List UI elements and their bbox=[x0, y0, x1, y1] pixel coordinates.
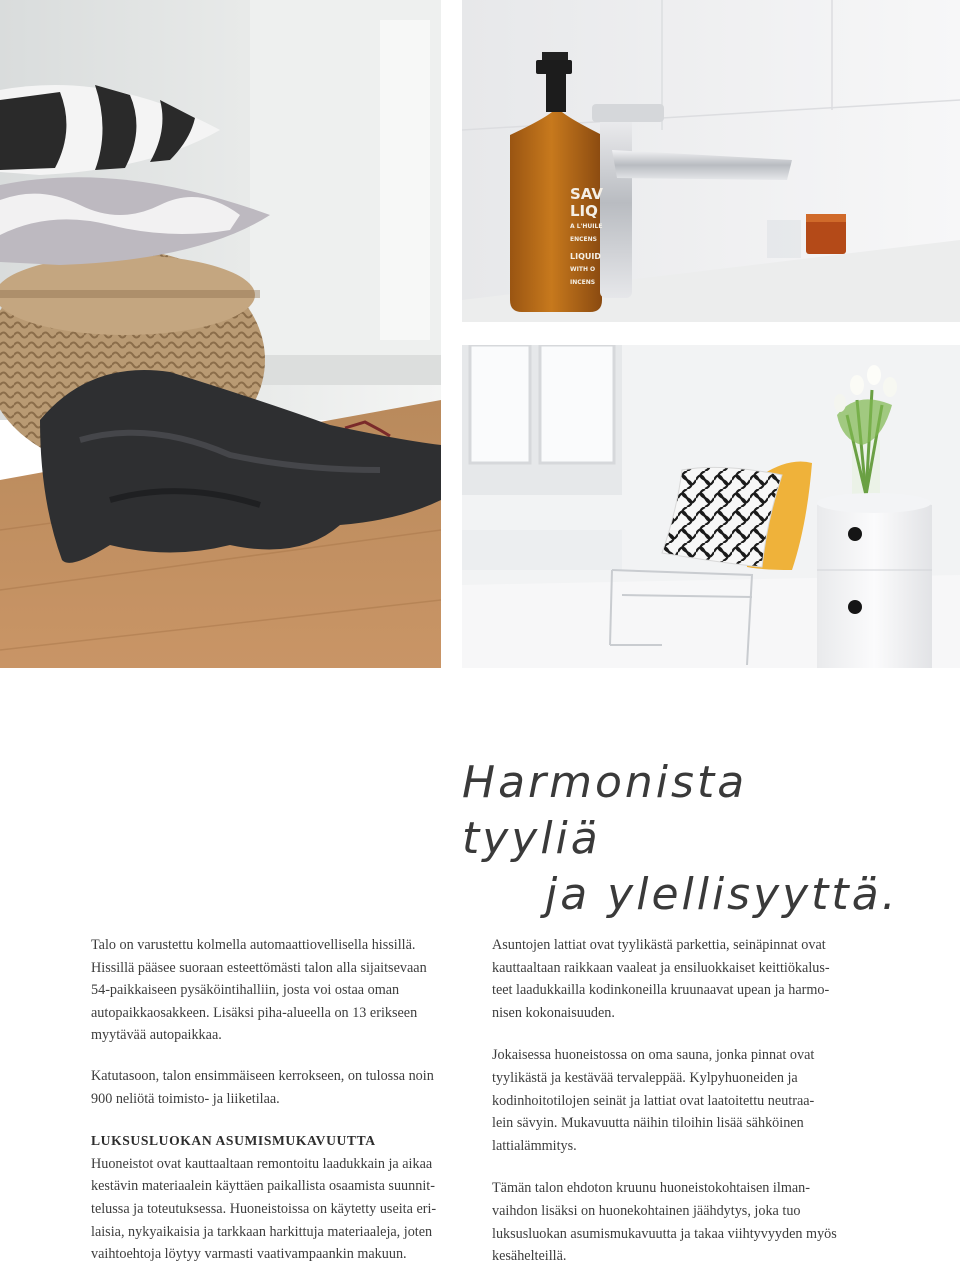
text-line: nisen kokonaisuuden. bbox=[492, 1004, 615, 1021]
paragraph-sauna bbox=[492, 1044, 872, 1157]
headline-line-2: ja ylellisyyttä. bbox=[545, 869, 899, 920]
soap-label-line: WITH O bbox=[570, 266, 596, 273]
text-line: Asuntojen lattiat ovat tyylikästä parkettia, seinäpinnat ovat bbox=[492, 937, 826, 953]
paragraph-ventilation bbox=[492, 1177, 872, 1267]
text-line: kestävin materiaalein käyttäen paikallista osaamista suunnit- bbox=[91, 1178, 435, 1195]
soap-label-line: A L'HUILE bbox=[570, 223, 603, 230]
text-line: lein sävyin. Mukavuutta näihin tiloihin lisää sähköinen bbox=[492, 1115, 804, 1132]
text-line: kauttaaltaan raikkaan vaaleat ja ensiluokkaiset keittiökalus- bbox=[492, 959, 830, 976]
headline-line-1: Harmonista tyyliä bbox=[462, 757, 748, 864]
section-subheading: LUKSUSLUOKAN ASUMISMUKAVUUTTA bbox=[91, 1133, 376, 1149]
text-line: Tämän talon ehdoton kruunu huoneistokohtaisen ilman- bbox=[492, 1180, 810, 1197]
text-line: 900 neliötä toimisto- ja liiketilaa. bbox=[91, 1090, 280, 1107]
text-line: Hissillä pääsee suoraan esteettömästi talon alla sijaitsevaan bbox=[91, 959, 427, 976]
paragraph-elevators bbox=[91, 934, 471, 1047]
text-column-left bbox=[91, 934, 471, 1266]
text-line: Talo on varustettu kolmella automaattiovellisella hissillä. bbox=[91, 937, 416, 953]
paragraph-street-level bbox=[91, 1065, 471, 1110]
paragraph-floors-kitchen bbox=[492, 934, 872, 1024]
soap-label-line: ENCENS bbox=[570, 236, 597, 243]
photo-chair-cushions-tulips bbox=[462, 345, 960, 668]
text-line: autopaikkaosakkeen. Lisäksi piha-alueella on 13 erikseen bbox=[91, 1004, 418, 1021]
soap-bottle-label bbox=[570, 186, 620, 289]
text-line: myytävää autopaikkaa. bbox=[91, 1027, 222, 1044]
paragraph-apartments bbox=[91, 1153, 471, 1266]
text-line: Huoneistot ovat kauttaaltaan remontoitu laadukkain ja aikaa bbox=[91, 1155, 433, 1172]
text-line: lattialämmitys. bbox=[492, 1137, 577, 1154]
text-line: kodinhoitotilojen seinät ja lattiat ovat laatoitettu neutraa- bbox=[492, 1092, 815, 1109]
soap-label-line: LIQ bbox=[570, 202, 598, 220]
text-column-right bbox=[492, 934, 872, 1268]
text-line: 54-paikkaiseen pysäköintihalliin, josta voi ostaa oman bbox=[91, 982, 400, 999]
text-line: kesähelteillä. bbox=[492, 1248, 567, 1265]
soap-label-line: SAV bbox=[570, 185, 604, 203]
text-line: tyylikästä ja kestävää tervaleppää. Kylpyhuoneiden ja bbox=[492, 1069, 798, 1086]
text-line: vaihtoehtoja löytyy varmasti vaativampaankin makuun. bbox=[91, 1246, 407, 1263]
text-line: luksusluokan asumismukavuutta ja takaa viihtyvyyden myös bbox=[492, 1225, 837, 1242]
text-line: teet laadukkailla kodinkoneilla kruunaavat upean ja harmo- bbox=[492, 982, 830, 999]
text-line: laisia, nykyaikaisia ja tarkkaan harkittuja materiaaleja, joten bbox=[91, 1223, 433, 1240]
photo-bathroom-soap-faucet bbox=[462, 0, 960, 322]
page-headline bbox=[430, 755, 900, 923]
text-line: Katutasoon, talon ensimmäiseen kerrokseen, on tulossa noin bbox=[91, 1067, 434, 1084]
photo-cushions-pouf-blanket bbox=[0, 0, 441, 668]
soap-label-line: INCENS bbox=[570, 279, 596, 286]
soap-label-line: LIQUID bbox=[570, 252, 601, 261]
text-line: Jokaisessa huoneistossa on oma sauna, jonka pinnat ovat bbox=[492, 1047, 815, 1064]
text-line: telussa ja toteutuksessa. Huoneistoissa on käytetty useita eri- bbox=[91, 1200, 437, 1217]
text-line: vaihdon lisäksi on huonekohtainen jäähdytys, joka tuo bbox=[492, 1202, 801, 1219]
